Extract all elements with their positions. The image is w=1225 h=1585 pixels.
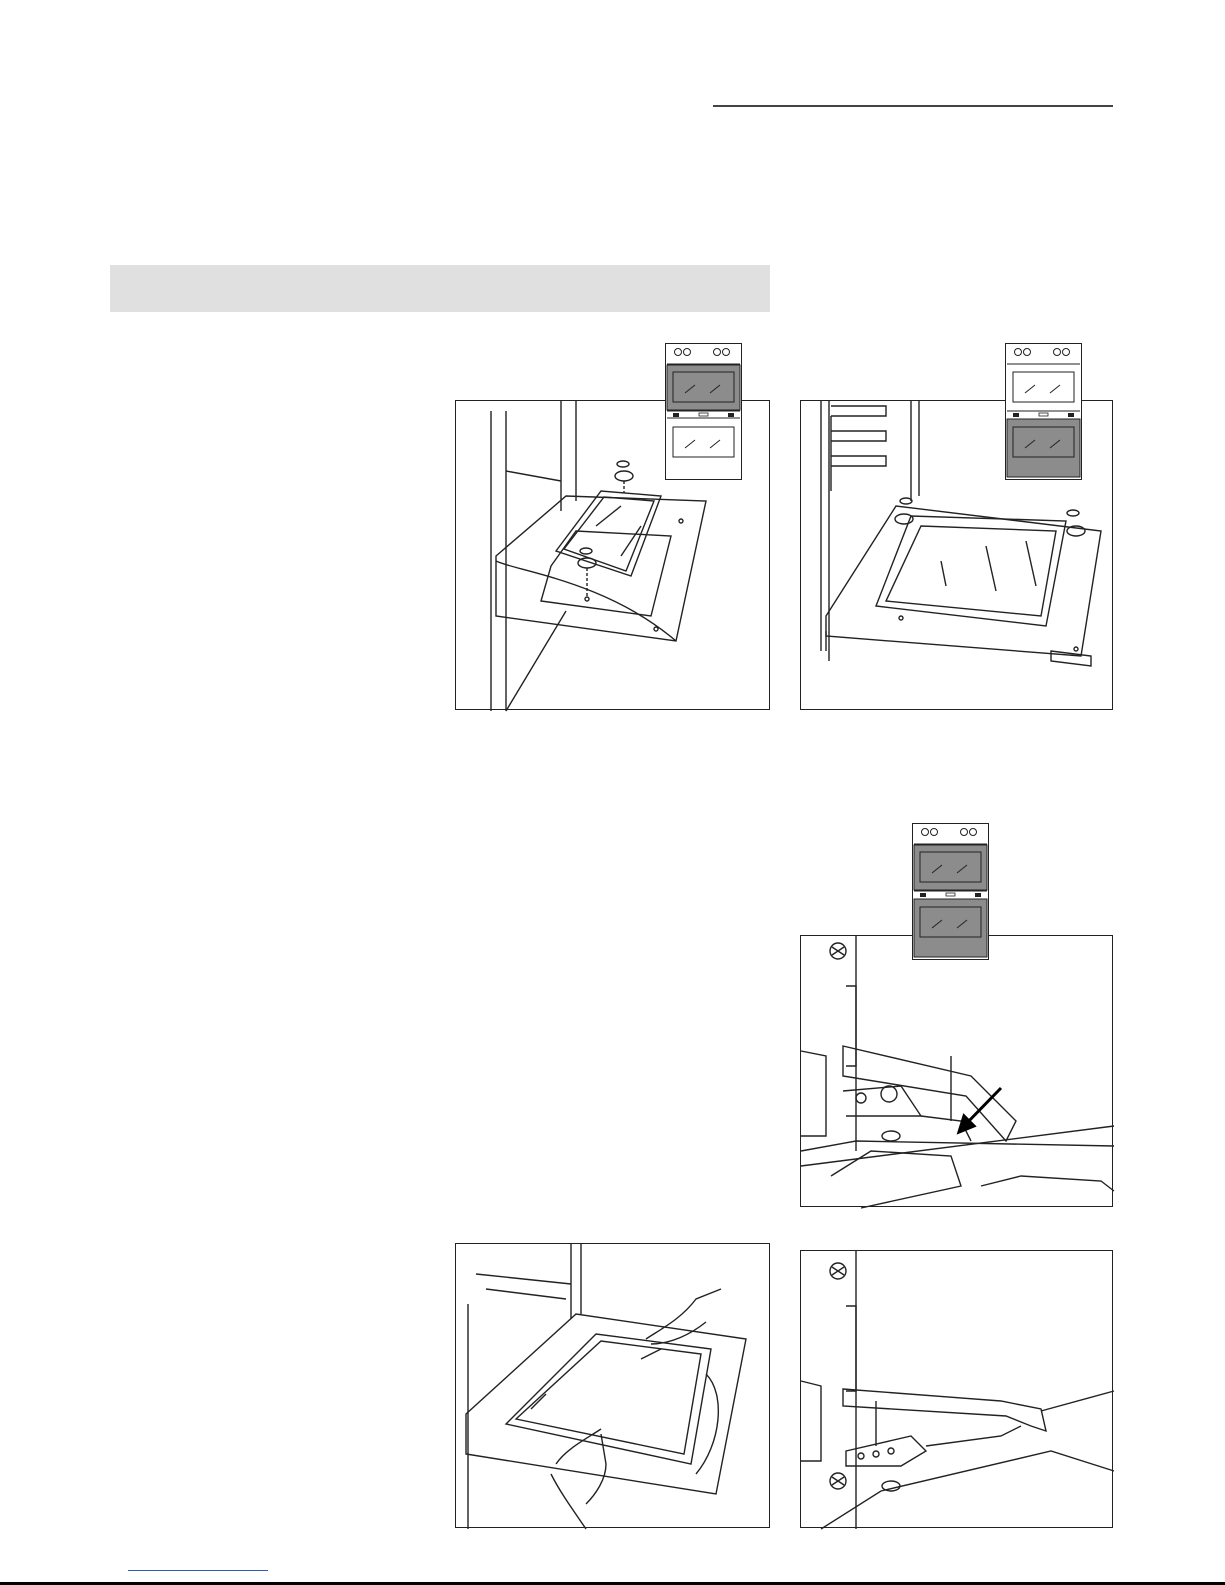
oven-locator-icon-lower <box>1005 343 1082 480</box>
figure-hinge-detail <box>800 1250 1113 1528</box>
hinge-detail-illustration <box>801 1251 1114 1529</box>
figure-door-lift <box>455 1243 770 1528</box>
header-rule <box>713 105 1113 107</box>
section-heading-band <box>110 265 770 312</box>
footer-link[interactable] <box>128 1570 268 1571</box>
hinge-lever-illustration <box>801 936 1114 1208</box>
section-heading <box>110 265 770 289</box>
figure-hinge-lever <box>800 935 1113 1207</box>
oven-locator-icon-upper <box>665 343 742 480</box>
door-lift-illustration <box>456 1244 771 1529</box>
oven-locator-icon-both <box>912 823 989 960</box>
